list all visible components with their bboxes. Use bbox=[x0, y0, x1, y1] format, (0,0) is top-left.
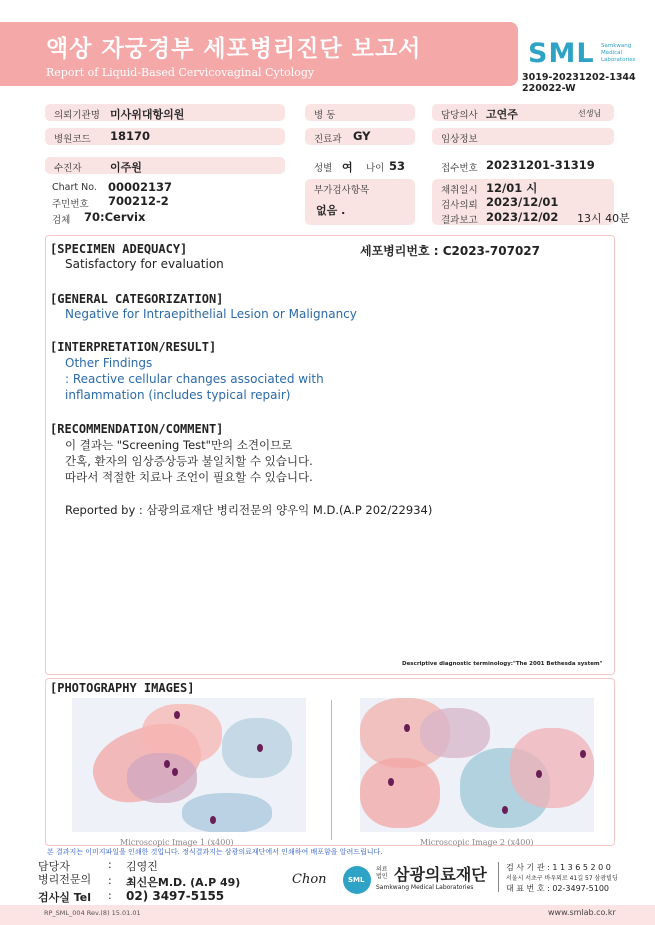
lab-tel-label: 검사실 Tel bbox=[38, 891, 91, 904]
recommendation-line-3: 따라서 적절한 치료나 조언이 필요할 수 있습니다. bbox=[65, 470, 313, 484]
result-label: 결과보고 bbox=[441, 215, 478, 226]
pathology-number: 세포병리번호 : C2023-707027 bbox=[360, 244, 540, 258]
interpretation-line-1: Other Findings bbox=[65, 356, 153, 370]
photo-divider bbox=[331, 700, 332, 840]
hospital-code-value: 18170 bbox=[110, 129, 151, 143]
result-time: 13시 40분 bbox=[577, 212, 630, 225]
sml-logo: SML bbox=[528, 38, 595, 69]
request-label: 검사의뢰 bbox=[441, 200, 478, 211]
receipt-value: 20231201-31319 bbox=[486, 158, 595, 172]
extra-tests-value: 없음 . bbox=[316, 204, 346, 217]
patient-label: 수진자 bbox=[54, 163, 82, 174]
dept-value: GY bbox=[353, 129, 371, 143]
interpretation-heading: [INTERPRETATION/RESULT] bbox=[50, 340, 217, 354]
resident-value: 700212-2 bbox=[108, 194, 169, 208]
org-name: 삼광의료재단 bbox=[394, 865, 487, 884]
general-text: Negative for Intraepithelial Lesion or Malignancy bbox=[65, 307, 357, 321]
report-title: 액상 자궁경부 세포병리진단 보고서 bbox=[46, 36, 422, 62]
report-subtitle: Report of Liquid-Based Cervicovaginal Cytology bbox=[46, 66, 315, 79]
doctor-label: 담당의사 bbox=[441, 110, 478, 121]
patient-value: 이주원 bbox=[110, 161, 142, 174]
report-number-line2: 220022-W bbox=[522, 83, 576, 94]
collect-value: 12/01 시 bbox=[486, 181, 538, 195]
photography-heading: [PHOTOGRAPHY IMAGES] bbox=[50, 681, 195, 695]
pathologist-label: 병리전문의 bbox=[38, 873, 92, 886]
request-value: 2023/12/01 bbox=[486, 195, 559, 209]
specimen-label: 검체 bbox=[52, 215, 71, 226]
microscopic-image-2 bbox=[360, 698, 594, 832]
lab-tel-value: 02) 3497-5155 bbox=[126, 889, 225, 903]
ward-label: 병 동 bbox=[314, 110, 336, 121]
adequacy-heading: [SPECIMEN ADEQUACY] bbox=[50, 242, 188, 256]
staff-value: 김영진 bbox=[126, 860, 158, 873]
pathologist-signature: Chon bbox=[292, 872, 327, 887]
staff-colon: : bbox=[108, 858, 112, 871]
doctor-value: 고연주 bbox=[486, 108, 518, 121]
report-number bbox=[522, 72, 654, 94]
org-name-en: Samkwang Medical Laboratories bbox=[376, 884, 474, 891]
print-notice: 본 결과지는 이미지파일을 인쇄한 것입니다. 정식결과지는 삼광의료재단에서 인쇄하여 배포함을 알려드립니다. bbox=[47, 848, 383, 856]
org-registration: 검 사 기 관 : 1 1 3 6 5 2 0 0 bbox=[506, 863, 611, 872]
general-heading: [GENERAL CATEGORIZATION] bbox=[50, 292, 224, 306]
age-value: 53 bbox=[389, 159, 406, 173]
org-address: 서울시 서초구 바우뫼로 41길 57 삼광빌딩 bbox=[506, 875, 618, 882]
report-number-line1: 3019-20231202-1344 bbox=[522, 72, 636, 83]
adequacy-text: Satisfactory for evaluation bbox=[65, 257, 224, 271]
chart-no-label: Chart No. bbox=[52, 182, 97, 193]
image-caption-1: Microscopic Image 1 (x400) bbox=[120, 838, 234, 847]
terminology-note: Descriptive diagnostic terminology:"The 2001 Bethesda system" bbox=[402, 661, 603, 667]
image-caption-2: Microscopic Image 2 (x400) bbox=[420, 838, 534, 847]
sex-label: 성별 bbox=[314, 163, 333, 174]
org-prefix: 의료 법인 bbox=[376, 866, 388, 880]
extra-tests-label: 부가검사항목 bbox=[314, 185, 370, 196]
tel-colon: : bbox=[108, 889, 112, 902]
recommendation-line-1: 이 결과는 "Screening Test"만의 소견이므로 bbox=[65, 438, 293, 452]
sml-logo-subtext: Samkwang Medical Laboratories bbox=[601, 43, 636, 63]
website-link[interactable]: www.smlab.co.kr bbox=[548, 908, 616, 917]
collect-label: 채취일시 bbox=[441, 185, 478, 196]
hospital-value: 미사위대항의원 bbox=[110, 108, 185, 121]
recommendation-line-2: 간혹, 환자의 임상증상등과 불일치할 수 있습니다. bbox=[65, 454, 313, 468]
dept-label: 진료과 bbox=[314, 134, 342, 145]
recommendation-heading: [RECOMMENDATION/COMMENT] bbox=[50, 422, 224, 436]
staff-label: 담당자 bbox=[38, 860, 70, 873]
doctor-suffix: 선생님 bbox=[578, 109, 602, 118]
result-date: 2023/12/02 bbox=[486, 210, 559, 224]
receipt-label: 접수번호 bbox=[441, 163, 478, 174]
pathologist-colon: : bbox=[108, 874, 112, 887]
interpretation-line-3: inflammation (includes typical repair) bbox=[65, 388, 291, 402]
pathologist-value: 최신은M.D. (A.P 49) bbox=[126, 876, 241, 889]
specimen-value: 70:Cervix bbox=[84, 210, 146, 224]
interpretation-line-2: : Reactive cellular changes associated with bbox=[65, 372, 324, 386]
hospital-label: 의뢰기관명 bbox=[54, 110, 100, 121]
org-tel: 대 표 번 호 : 02-3497-5100 bbox=[506, 884, 609, 893]
clinical-label: 임상정보 bbox=[441, 134, 478, 145]
chart-no-value: 00002137 bbox=[108, 180, 173, 194]
hospital-code-label: 병원코드 bbox=[54, 134, 91, 145]
age-label: 나이 bbox=[366, 163, 385, 174]
form-number: RP_SML_004 Rev.(8) 15.01.01 bbox=[44, 909, 141, 917]
sex-value: 여 bbox=[342, 161, 353, 174]
resident-label: 주민번호 bbox=[52, 199, 89, 210]
reported-by: Reported by : 삼광의료재단 병리전문의 양우익 M.D.(A.P 202/22934) bbox=[65, 503, 433, 517]
footer-divider bbox=[498, 862, 499, 892]
microscopic-image-1 bbox=[72, 698, 306, 832]
org-logo-icon: SML bbox=[343, 866, 371, 894]
